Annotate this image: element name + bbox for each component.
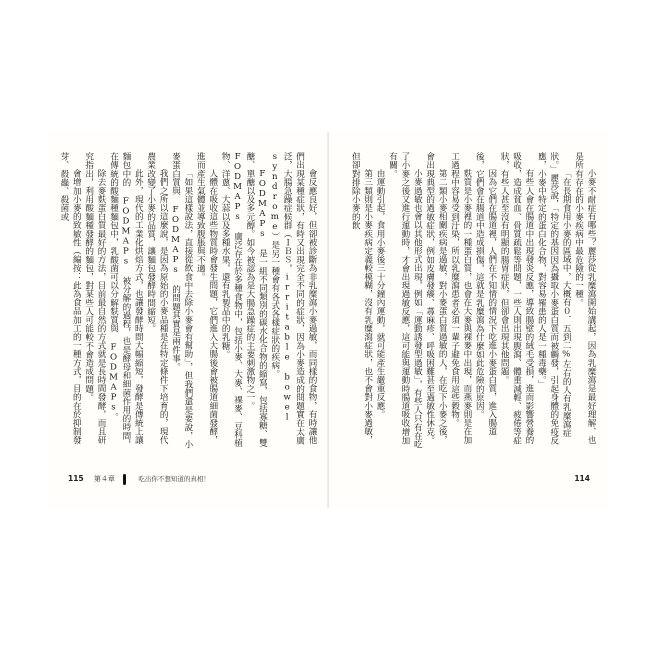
paragraph: 小麥過敏也會以其他形式出現，例如「運動誘發型過敏」，有些人只有在吃了小麥之後又進行運動時，才會出現過敏反應，這可能與運動時腸道吸收增加有關。: [387, 152, 423, 449]
page-number: 114: [574, 474, 590, 483]
paragraph: 人體在吸收這些物質時會發生問題，它們進入大腸後會被腸道細菌發酵，進而產生氣體並導致腹脹與不適。: [195, 152, 218, 445]
paragraph: 由運動引起，食用小麥後三十分鐘內運動，就可能產生嚴重反應。: [375, 169, 386, 419]
paragraph: 第二類小麥相關疾病是過敏，對小麥蛋白質過敏的人，在吃下小麥之後，會出現典型的過敏症狀，例如皮膚發癢、蕁麻疹、呼吸困難甚至過敏性休克。: [424, 152, 448, 445]
book-title: 吃出你不想知道的真相！: [138, 475, 210, 483]
chapter-mark-icon: [123, 474, 126, 485]
page-footer-right: [574, 472, 590, 486]
left-page: [48, 132, 329, 508]
paragraph: 小麥不耐症有哪些？麗莎從乳糜瀉開始講起，因為乳糜瀉是最好理解、也是所有存在的小麥疾病中最危險的一種。: [573, 152, 596, 445]
paragraph: 我們之所以這麼說，是因為原始的小麥品種是在特定條件下培育的，現代農業改變了小麥的品質，讓麵包發酵時間縮短。: [145, 152, 169, 445]
paragraph: 會反應良好，但卻被診斷為非乳糜瀉小麥過敏，而同樣的食物，有時讓他們出現某種症狀，有時又出現完全不同的症狀，因為小麥造成的問題實在太廣泛，大腸急躁症候群（ＩＢＳ，irritable bowel syndrome）是另一種會有各式各樣症狀的疾病。: [269, 152, 317, 445]
paragraph: 「在長期食用小麥的區域中，大概有０．五到二%左右的人有乳糜瀉症狀。」麗莎說，「特定的基因因為攝取小麥蛋白質而被觸發，引起身體的免疫反應，小麥中特定的蛋白化合物，對容易罹患的人是一種毒藥。」: [536, 152, 572, 445]
paragraph: 第三類則是小麥疾病定義較模糊，沒有乳糜瀉症狀，也不會對小麥過敏，但卻對排除小麥的飲: [350, 152, 373, 445]
paragraph: 除去麥麩蛋白質最好的方法，目前最自然的方式就是長時間發酵，而且研究指出，利用酸麵種發酵的麵包，對某些人可能較不會造成問題。: [83, 152, 107, 445]
paragraph: 會增加小麥的致敏性（編按：此為食品加工的一種方式，目的在於抑制發芽、殺蟲、殺菌或: [58, 152, 82, 445]
paragraph: 麩質是小麥裡的一種蛋白質，也會在大麥與裸麥中出現，而燕麥則是在加工過程中容易受到汙染，所以乳糜瀉患者必須一輩子避免食用這些穀物。: [449, 152, 472, 445]
paragraph: FODMAPs 是一組不同類別的碳水化合物的縮寫，包括寡糖、雙醣、單醣以及多元醇。如今被認為是大腸急躁症的主要刺激物之一。FODMAPs 廣泛存在於多種食物中，包括小麥、大麥、裸麥、豆科植物、洋蔥、大蒜以及多種水果，還有乳製品中的乳糖。: [220, 152, 268, 447]
paragraph: 有些人會在腸道中出現發炎反應，導致腸壁的絨毛受損，進而影響營養的吸收，造成貧血、骨質疏鬆等問題，一些人則出現腹瀉、體重減輕、疲倦等症狀，有些人甚至沒有明顯的腸胃症狀，但卻會出現其他問題。: [499, 152, 534, 445]
paragraph: 因為它們在腸道裡，人們在不知情的情況下吃進小麥蛋白質，進入腸道後，它們會在腸道中造成損傷，這就是乳糜瀉為什麼如此危險的原因。: [474, 152, 497, 436]
paragraph: 「如果這樣說法，直接從飲食中去除小麥會有幫助」，但我們還是要說，小麥蛋白質與 FODMAPs 的問題其實是兩件事。: [170, 152, 193, 449]
book-spread: [48, 132, 610, 508]
left-page-text: [58, 152, 318, 452]
page-footer-left: [68, 472, 210, 486]
paragraph: 此外，現代的工業化烘焙方式，也讓發酵時間大幅縮短，發酵是傳統上讓麵包中的 FODMAPs 被分解的過程，也是酵母和細菌作用的時間，在傳統的酸麵種麵包中，乳酸菌可以分解麩質與 FODMAPs。: [108, 152, 144, 449]
right-page: [329, 132, 610, 508]
right-page-text: [345, 152, 597, 452]
page-number: 115: [68, 474, 84, 483]
chapter-label: 第４章: [93, 475, 115, 483]
